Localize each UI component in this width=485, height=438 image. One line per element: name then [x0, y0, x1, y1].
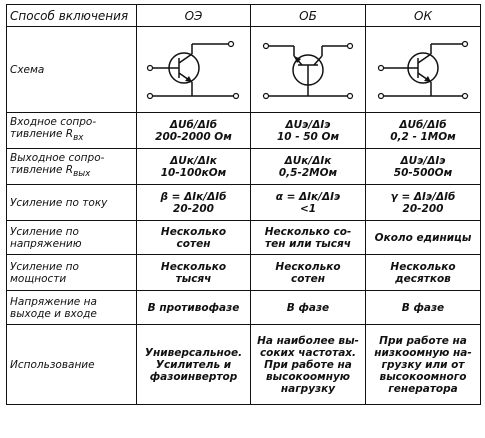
cell-oe-power-gain	[137, 255, 251, 291]
label-text: тивление R	[10, 164, 74, 177]
schema-common-collector	[366, 27, 481, 113]
cell-value: 0,5-2МОм	[278, 166, 338, 179]
cell-oe-phase	[137, 291, 251, 325]
cell-ok-power-gain	[366, 255, 481, 291]
cell-line: низкоомную на-	[374, 346, 472, 359]
cell-ok-input-resistance	[366, 113, 481, 149]
cell-formula: ΔUк/ΔIк	[284, 154, 332, 167]
label-line: выходе и входе	[10, 307, 97, 320]
cell-ob-phase	[251, 291, 366, 325]
common-base-circuit-icon	[258, 34, 358, 106]
cell-oe-voltage-gain	[137, 221, 251, 255]
cell-value: 0,2 - 1МОм	[390, 130, 456, 143]
cell-formula: ΔUэ/ΔIэ	[400, 154, 446, 167]
cell-formula: ΔUэ/ΔIэ	[285, 118, 331, 131]
cell-line: Несколько со-	[264, 225, 352, 238]
cell-value: 200-2000 Ом	[155, 130, 232, 143]
cell-line: сотен	[291, 272, 325, 285]
label-line: Усиление по току	[10, 196, 108, 209]
cell-value: <1	[299, 202, 317, 215]
cell-line: нагрузку	[280, 382, 336, 395]
cell-line: Несколько	[275, 260, 341, 273]
cell-value: 10 - 50 Ом	[276, 130, 340, 143]
cell-line: Около единицы	[374, 231, 472, 244]
header-row	[7, 5, 481, 27]
row-label-usage	[7, 325, 137, 405]
header-col-ob: ОБ	[251, 5, 366, 27]
cell-ob-output-resistance	[251, 149, 366, 185]
cell-line: В фазе	[401, 301, 445, 314]
label-subscript: вых	[73, 169, 91, 180]
common-emitter-circuit-icon	[144, 34, 244, 106]
cell-formula: ΔUб/ΔIб	[169, 118, 218, 131]
row-power-gain	[7, 255, 481, 291]
cell-ob-voltage-gain	[251, 221, 366, 255]
transistor-connection-table	[6, 4, 481, 405]
cell-ob-input-resistance	[251, 113, 366, 149]
cell-line: При работе на	[379, 334, 467, 347]
row-label-current-gain	[7, 185, 137, 221]
header-col-ok: ОК	[366, 5, 481, 27]
label-subscript: вх	[73, 133, 84, 144]
cell-line: тысяч	[175, 272, 212, 285]
cell-ob-power-gain	[251, 255, 366, 291]
cell-line: высокоомного	[379, 370, 467, 383]
cell-line: фазоинвертор	[149, 370, 238, 383]
schema-label: Схема	[7, 27, 137, 113]
cell-oe-current-gain	[137, 185, 251, 221]
row-output-resistance	[7, 149, 481, 185]
cell-formula: ΔUк/ΔIк	[170, 154, 217, 167]
row-voltage-gain	[7, 221, 481, 255]
cell-line: высокоомную	[265, 370, 351, 383]
cell-line: десятков	[395, 272, 451, 285]
label-line	[10, 164, 133, 180]
label-line: Использование	[10, 358, 95, 371]
cell-line: грузку или от	[381, 358, 465, 371]
cell-line: В противофазе	[147, 301, 240, 314]
label-line: Усиление по	[10, 225, 79, 238]
cell-oe-usage	[137, 325, 251, 405]
label-line	[10, 128, 133, 144]
cell-line: соких частотах.	[259, 346, 357, 359]
row-label-input-resistance	[7, 113, 137, 149]
schema-row	[7, 27, 481, 113]
label-text: тивление R	[10, 128, 74, 141]
label-line: мощности	[10, 272, 67, 285]
cell-formula: ΔUб/ΔIб	[399, 118, 447, 131]
cell-line: тен или тысяч	[265, 237, 351, 250]
cell-ok-usage	[366, 325, 481, 405]
schema-common-emitter	[137, 27, 251, 113]
row-label-output-resistance	[7, 149, 137, 185]
row-label-voltage-gain	[7, 221, 137, 255]
cell-formula: γ = ΔIэ/ΔIб	[390, 190, 456, 203]
cell-line: При работе на	[264, 358, 352, 371]
cell-oe-output-resistance	[137, 149, 251, 185]
cell-value: 20-200	[173, 202, 214, 215]
common-collector-circuit-icon	[373, 34, 473, 106]
cell-ob-current-gain	[251, 185, 366, 221]
cell-line: Универсальное.	[144, 346, 243, 359]
row-input-resistance	[7, 113, 481, 149]
cell-value: 50-500Ом	[393, 166, 453, 179]
cell-formula: β = ΔIк/ΔIб	[160, 190, 227, 203]
row-label-power-gain	[7, 255, 137, 291]
label-line: Усиление по	[10, 260, 79, 273]
cell-line: Усилитель и	[155, 358, 232, 371]
cell-line: На наиболее вы-	[257, 334, 359, 347]
cell-oe-input-resistance	[137, 113, 251, 149]
cell-line: Несколько	[160, 225, 227, 238]
cell-formula: α = ΔIк/ΔIэ	[275, 190, 341, 203]
cell-line: генератора	[388, 382, 458, 395]
row-usage	[7, 325, 481, 405]
label-line: напряжению	[10, 237, 82, 250]
header-label: Способ включения	[7, 5, 137, 27]
cell-line: Несколько	[160, 260, 227, 273]
cell-value: 20-200	[402, 202, 444, 215]
label-line: Выходное сопро-	[10, 152, 105, 165]
cell-line: Несколько	[390, 260, 456, 273]
row-current-gain	[7, 185, 481, 221]
label-line: Напряжение на	[10, 295, 97, 308]
cell-ok-current-gain	[366, 185, 481, 221]
label-line: Входное сопро-	[10, 116, 97, 129]
cell-ok-voltage-gain	[366, 221, 481, 255]
row-label-phase	[7, 291, 137, 325]
cell-line: В фазе	[286, 301, 330, 314]
cell-ok-phase	[366, 291, 481, 325]
cell-ob-usage	[251, 325, 366, 405]
header-col-oe: ОЭ	[137, 5, 251, 27]
transistor-connection-table-page	[6, 4, 480, 432]
row-phase	[7, 291, 481, 325]
cell-line: сотен	[176, 237, 211, 250]
cell-ok-output-resistance	[366, 149, 481, 185]
cell-value: 10-100кОм	[160, 166, 227, 179]
schema-common-base	[251, 27, 366, 113]
